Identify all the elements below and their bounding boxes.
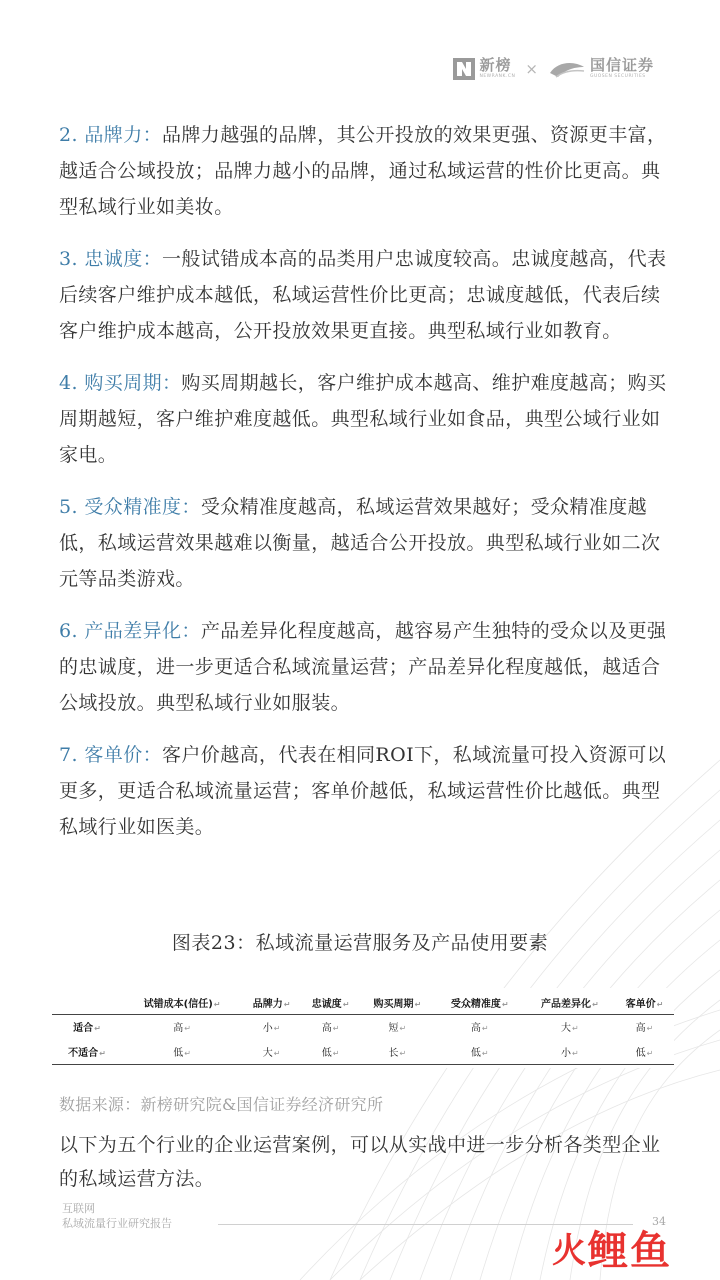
- factor-body: 客户价越高，代表在相同ROI下，私域流量可投入资源可以更多，更适合私域流量运营；客单价越低，私域运营性价比越低。典型私域行业如医美。: [59, 744, 667, 838]
- factor-number: 7.: [59, 744, 78, 766]
- factor-key: 忠诚度: [84, 248, 143, 270]
- factor-colon: ：: [162, 372, 182, 394]
- table-cell: 高↵: [470, 1023, 489, 1035]
- table-cell: 小↵: [561, 1047, 579, 1059]
- table-cell: 高↵: [173, 1023, 191, 1035]
- factor-list: [59, 117, 669, 861]
- table-cell: 小↵: [262, 1023, 281, 1035]
- factor-number: 3.: [59, 248, 78, 270]
- header-logos: [453, 58, 654, 80]
- factor-colon: ：: [181, 620, 201, 642]
- table-row: [52, 1039, 674, 1064]
- table-cell: 长↵: [388, 1047, 407, 1059]
- guoxin-logo-subtext: GUOSEN SECURITIES: [589, 74, 646, 80]
- footer-line-1: 互联网: [62, 1202, 95, 1215]
- watermark-char-1: 火: [552, 1231, 586, 1271]
- factor-body: 受众精准度越高，私域运营效果越好；受众精准度越低，私域运营效果越难以衡量，越适合公开投放。典型私域行业如二次元等品类游戏。: [59, 496, 661, 590]
- factor-key: 购买周期: [84, 372, 162, 394]
- table-cell: 高↵: [635, 1023, 654, 1035]
- factor-key: 产品差异化: [84, 620, 182, 642]
- table-row-label: 不适合↵: [68, 1047, 106, 1059]
- table-cell: 低↵: [321, 1047, 340, 1059]
- figure-title: 图表23：私域流量运营服务及产品使用要素: [171, 932, 549, 954]
- factor-key: 品牌力: [84, 124, 143, 146]
- factor-colon: ：: [142, 124, 162, 146]
- table-row: [52, 1014, 674, 1039]
- factor-paragraph-purchase-cycle: [59, 365, 669, 473]
- guoxin-logo-text: 国信证券: [589, 56, 654, 75]
- table-cell: 短↵: [388, 1023, 407, 1035]
- factor-paragraph-audience-precision: [59, 489, 669, 597]
- watermark-char-3: 鱼: [630, 1228, 670, 1274]
- xinbang-logo-subtext: NEWRANK.CN: [479, 74, 516, 80]
- factor-colon: ：: [142, 744, 162, 766]
- factor-paragraph-unit-price: [59, 737, 669, 845]
- guoxin-logo: [548, 58, 654, 80]
- table-cell: 低↵: [635, 1047, 654, 1059]
- table-cell: 大↵: [262, 1047, 281, 1059]
- footer-report-title: [62, 1201, 172, 1231]
- table-cell: 低↵: [173, 1047, 191, 1059]
- watermark-char-2: 鲤: [588, 1228, 628, 1274]
- factor-table-wrapper: [52, 988, 674, 1068]
- factor-number: 2.: [59, 124, 78, 146]
- page-number: 34: [652, 1215, 666, 1228]
- factor-paragraph-differentiation: [59, 613, 669, 721]
- table-cell: 大↵: [561, 1023, 579, 1035]
- factor-body: 品牌力越强的品牌，其公开投放的效果更强、资源更丰富，越适合公域投放；品牌力越小的品牌，通过私域运营的性价比更高。典型私域行业如美妆。: [59, 124, 667, 218]
- table-header-cell: 品牌力↵: [252, 999, 291, 1011]
- table-header-cell: 受众精准度↵: [450, 999, 509, 1011]
- factor-body: 产品差异化程度越高，越容易产生独特的受众以及更强的忠诚度，进一步更适合私域流量运营；产品差异化程度越低，越适合公域投放。典型私域行业如服装。: [59, 620, 667, 714]
- table-corner-cell: [52, 988, 122, 1014]
- factor-table: [52, 988, 674, 1065]
- table-header-cell: 忠诚度↵: [311, 999, 350, 1011]
- factor-key: 客单价: [84, 744, 143, 766]
- factor-number: 5.: [59, 496, 78, 518]
- closing-paragraph: 以下为五个行业的企业运营案例，可以从实战中进一步分析各类型企业的私域运营方法。: [59, 1134, 661, 1190]
- table-cell: 高↵: [321, 1023, 340, 1035]
- table-header-cell: 购买周期↵: [373, 999, 422, 1011]
- xinbang-logo: [453, 58, 515, 80]
- table-row-label: 适合↵: [73, 1023, 101, 1035]
- footer-divider: [218, 1224, 633, 1225]
- table-header-cell: 试错成本(信任)↵: [143, 999, 221, 1011]
- factor-colon: ：: [181, 496, 201, 518]
- footer-line-2: 私域流量行业研究报告: [62, 1217, 172, 1230]
- table-cell: 低↵: [470, 1047, 489, 1059]
- logo-separator: ×: [525, 60, 538, 78]
- table-header-cell: 客单价↵: [625, 999, 664, 1011]
- data-source-note: 数据来源：新榜研究院&国信证券经济研究所: [59, 1095, 384, 1114]
- factor-number: 6.: [59, 620, 78, 642]
- guoxin-logo-icon: [548, 59, 586, 79]
- factor-paragraph-brand: [59, 117, 669, 225]
- watermark-logo: [552, 1228, 670, 1274]
- xinbang-logo-icon: [453, 58, 475, 80]
- factor-number: 4.: [59, 372, 78, 394]
- table-header-row: [52, 988, 674, 1014]
- factor-colon: ：: [142, 248, 162, 270]
- xinbang-logo-text: 新榜: [479, 56, 512, 75]
- table-header-cell: 产品差异化↵: [541, 999, 599, 1011]
- factor-key: 受众精准度: [84, 496, 182, 518]
- factor-body: 购买周期越长，客户维护成本越高、维护难度越高；购买周期越短，客户维护难度越低。典型私域行业如食品，典型公域行业如家电。: [59, 372, 667, 466]
- factor-body: 一般试错成本高的品类用户忠诚度较高。忠诚度越高，代表后续客户维护成本越低，私域运营性价比更高；忠诚度越低，代表后续客户维护成本越高，公开投放效果更直接。典型私域行业如教育。: [59, 248, 667, 342]
- factor-paragraph-loyalty: [59, 241, 669, 349]
